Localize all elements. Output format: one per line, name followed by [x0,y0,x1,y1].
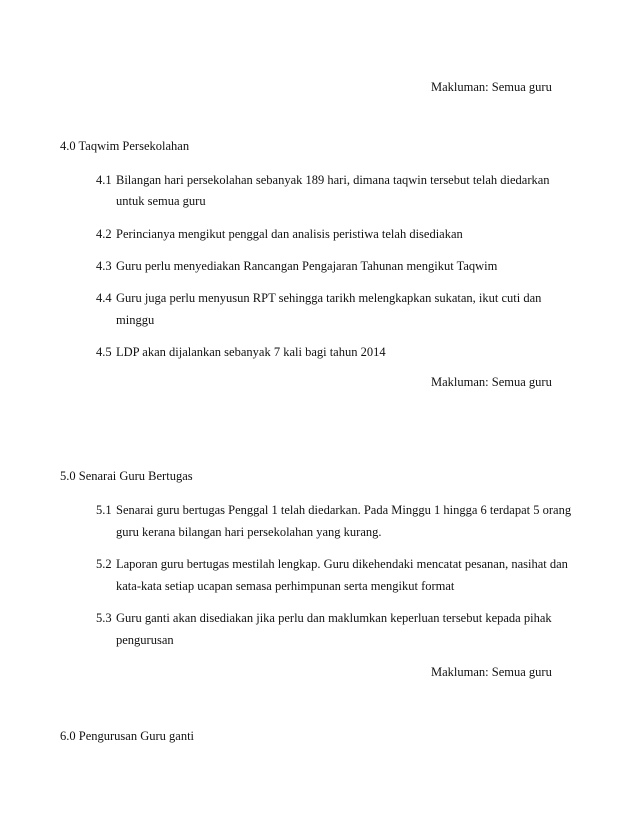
makluman-note: Makluman: Semua guru [431,375,552,389]
section-heading: 6.0 Pengurusan Guru ganti [60,729,195,743]
item-text-line: Perincianya mengikut penggal dan analisis peristiwa telah disediakan [116,227,463,241]
item-text-line: guru kerana bilangan hari persekolahan yang kurang. [116,525,382,539]
item-number: 4.1 [96,173,112,187]
item-number: 4.5 [96,345,112,359]
item-text-line: Guru juga perlu menyusun RPT sehingga tarikh melengkapkan sukatan, ikut cuti dan [116,291,542,305]
item-text-line: LDP akan dijalankan sebanyak 7 kali bagi tahun 2014 [116,345,386,359]
item-number: 5.2 [96,557,112,571]
item-text-line: Laporan guru bertugas mestilah lengkap. Guru dikehendaki mencatat pesanan, nasihat dan [116,557,568,571]
item-number: 5.1 [96,503,112,517]
item-text-line: Senarai guru bertugas Penggal 1 telah diedarkan. Pada Minggu 1 hingga 6 terdapat 5 orang [116,503,572,517]
item-number: 4.2 [96,227,112,241]
makluman-note: Makluman: Semua guru [431,665,552,679]
item-text-line: Guru perlu menyediakan Rancangan Pengajaran Tahunan mengikut Taqwim [116,259,498,273]
item-text-line: pengurusan [116,633,174,647]
item-text-line: Bilangan hari persekolahan sebanyak 189 hari, dimana taqwin tersebut telah diedarkan [116,173,550,187]
section-heading: 5.0 Senarai Guru Bertugas [60,469,193,483]
section-heading: 4.0 Taqwim Persekolahan [60,139,190,153]
item-text-line: kata-kata setiap ucapan semasa perhimpunan serta mengikut format [116,579,455,593]
item-text-line: untuk semua guru [116,194,206,208]
item-text-line: minggu [116,313,155,327]
item-number: 5.3 [96,611,112,625]
item-number: 4.3 [96,259,112,273]
makluman-note: Makluman: Semua guru [431,80,552,94]
item-number: 4.4 [96,291,112,305]
item-text-line: Guru ganti akan disediakan jika perlu dan maklumkan keperluan tersebut kepada pihak [116,611,552,625]
